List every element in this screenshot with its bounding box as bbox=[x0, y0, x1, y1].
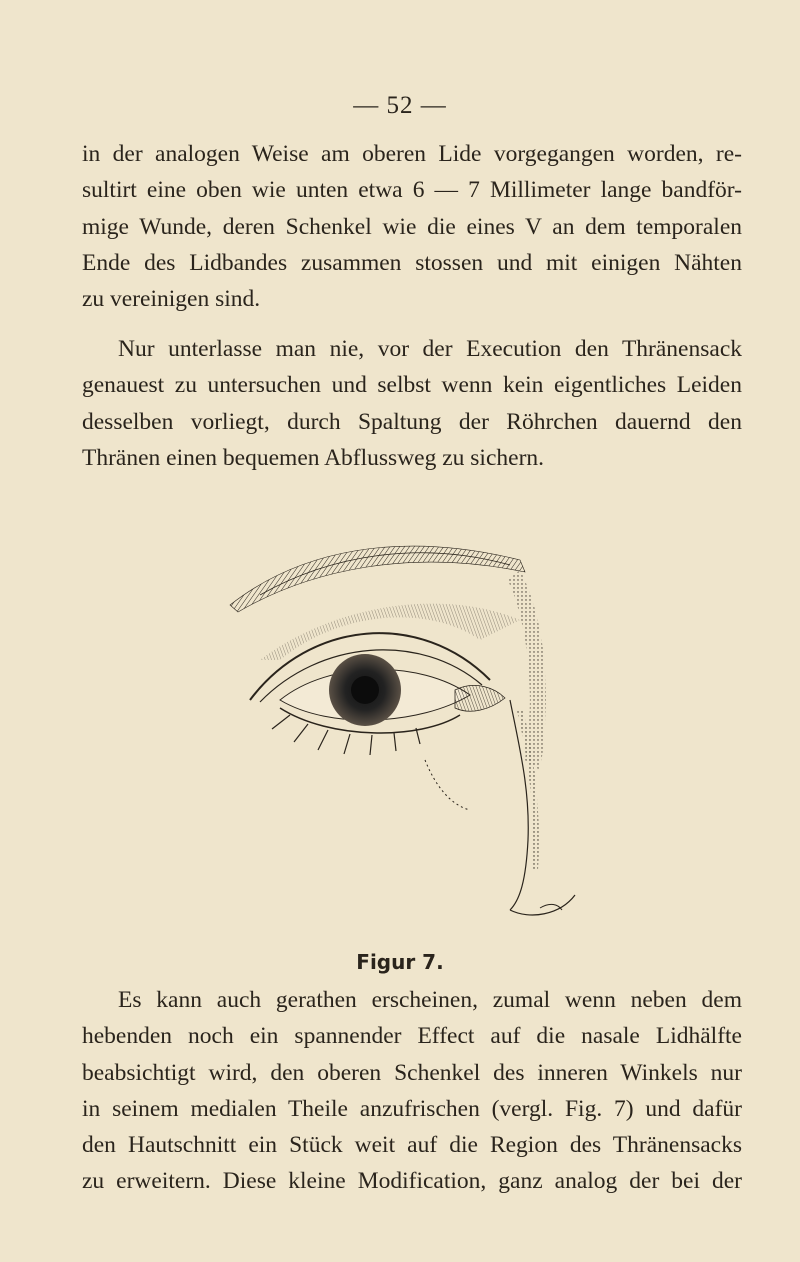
text-line: zu vereinigen sind. bbox=[82, 286, 261, 313]
figure-caption: Figur 7. bbox=[356, 950, 444, 974]
page-number: — 52 — bbox=[353, 92, 447, 119]
text-line: Nur unterlasse man nie, vor der Execution den Thränensack bbox=[118, 336, 742, 362]
text-line: Ende des Lidbandes zusammen stossen und mit einigen Nähten bbox=[82, 249, 742, 276]
eye-illustration bbox=[220, 510, 580, 930]
text-line: beabsichtigt wird, den oberen Schenkel des inneren Winkels nur bbox=[82, 1059, 742, 1086]
text-line: Thränen einen bequemen Abflussweg zu sichern. bbox=[82, 444, 545, 471]
text-line: sultirt eine oben wie unten etwa 6 — 7 Millimeter lange bandför- bbox=[82, 177, 742, 204]
text-line: in seinem medialen Theile anzufrischen (vergl. Fig. 7) und dafür bbox=[82, 1095, 742, 1122]
paragraph-2 bbox=[82, 331, 742, 476]
text-line: den Hautschnitt ein Stück weit auf die Region des Thränensacks bbox=[82, 1132, 742, 1159]
text-line: in der analogen Weise am oberen Lide vorgegangen worden, re- bbox=[82, 141, 742, 167]
text-line: zu erweitern. Diese kleine Modification, ganz analog der bei der bbox=[82, 1168, 742, 1195]
paragraph-1 bbox=[82, 136, 742, 317]
text-line: desselben vorliegt, durch Spaltung der Röhrchen dauernd den bbox=[82, 408, 742, 435]
text-line: hebenden noch ein spannender Effect auf die nasale Lidhälfte bbox=[82, 1023, 742, 1050]
paragraph-3 bbox=[82, 982, 742, 1200]
text-line: genauest zu untersuchen und selbst wenn kein eigentliches Leiden bbox=[82, 372, 742, 399]
text-line: Es kann auch gerathen erscheinen, zumal wenn neben dem bbox=[118, 987, 742, 1013]
text-line: mige Wunde, deren Schenkel wie die eines V an dem temporalen bbox=[82, 213, 742, 240]
